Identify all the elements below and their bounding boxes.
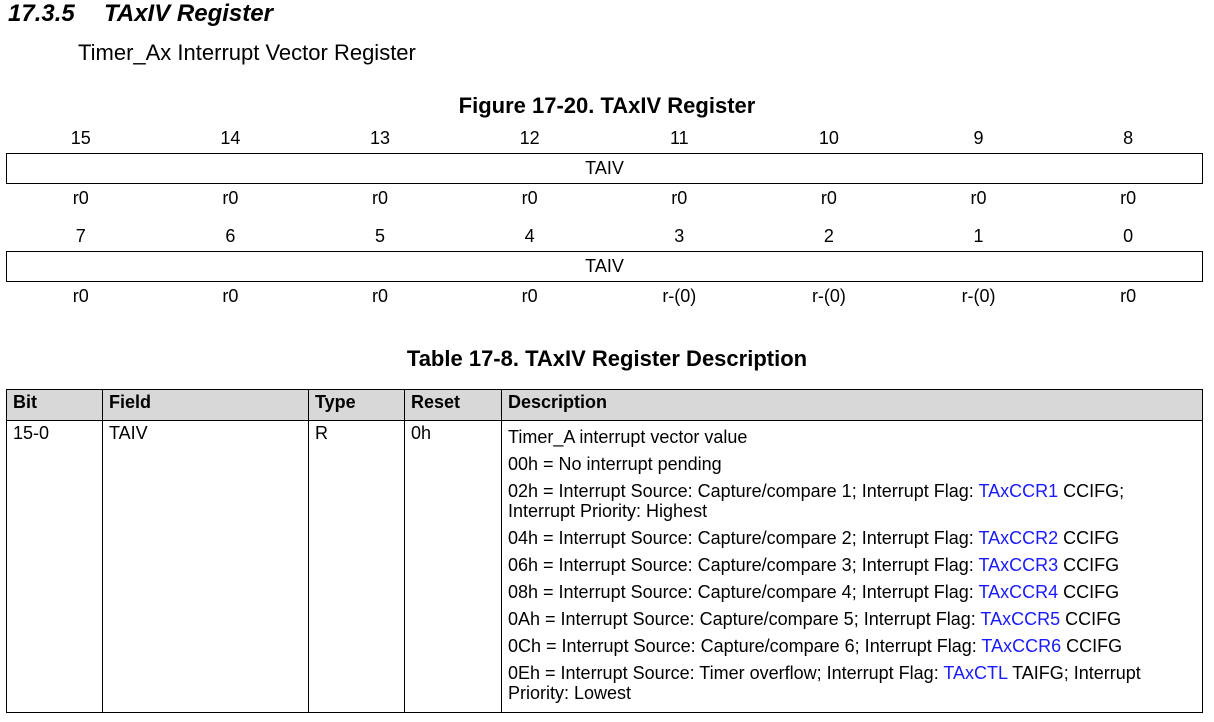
description-line (508, 427, 1196, 447)
description-line (508, 454, 1196, 474)
bit-number: 5 (375, 226, 386, 246)
bit-number: 0 (1123, 226, 1134, 246)
bit-access: r0 (72, 286, 89, 306)
description-text: CCIFG (1058, 528, 1120, 548)
cell-field: TAIV (103, 421, 309, 713)
description-line (508, 636, 1196, 656)
register-link-taxccr3[interactable]: TAxCCR3 (978, 555, 1059, 575)
description-text: CCIFG; Interrupt Priority: Highest (508, 481, 1125, 521)
bit-access: r0 (372, 188, 389, 208)
bit-access-low (6, 286, 1203, 307)
bit-number: 15 (70, 128, 91, 148)
bit-number: 6 (225, 226, 236, 246)
cell-description (502, 421, 1203, 713)
register-link-taxccr1[interactable]: TAxCCR1 (978, 481, 1059, 501)
table-row (7, 421, 1203, 713)
description-line (508, 609, 1196, 629)
bit-number: 4 (524, 226, 535, 246)
description-text: 0Ah = Interrupt Source: Capture/compare 5; Interrupt Flag: (508, 609, 981, 629)
cell-type: R (309, 421, 405, 713)
description-text: 0Eh = Interrupt Source: Timer overflow; Interrupt Flag: (508, 663, 944, 683)
register-description-table (6, 389, 1203, 713)
bit-number: 2 (823, 226, 834, 246)
bit-access: r0 (1120, 286, 1137, 306)
description-text: 04h = Interrupt Source: Capture/compare 2; Interrupt Flag: (508, 528, 979, 548)
bit-access: r0 (72, 188, 89, 208)
column-header-type: Type (309, 390, 405, 421)
register-field-low: TAIV (6, 251, 1203, 282)
bit-numbers-low (6, 226, 1203, 247)
description-text: CCIFG (1058, 555, 1120, 575)
description-text: Timer_A interrupt vector value (508, 427, 748, 447)
bit-number: 14 (220, 128, 241, 148)
bit-access: r0 (1120, 188, 1137, 208)
bit-number: 11 (669, 128, 689, 148)
section-number: 17.3.5 (8, 0, 75, 27)
description-line (508, 528, 1196, 548)
description-line (508, 663, 1196, 703)
bit-access: r-(0) (961, 286, 996, 306)
bit-number: 3 (674, 226, 685, 246)
bit-number: 10 (818, 128, 839, 148)
bit-number: 7 (75, 226, 86, 246)
bit-number: 8 (1123, 128, 1134, 148)
figure-title: Figure 17-20. TAxIV Register (458, 93, 756, 118)
table-header-row (7, 390, 1203, 421)
table-title: Table 17-8. TAxIV Register Description (406, 346, 808, 371)
bit-numbers-high (6, 128, 1203, 149)
register-link-taxccr6[interactable]: TAxCCR6 (981, 636, 1062, 656)
bit-access: r0 (970, 188, 987, 208)
description-text: CCIFG (1060, 609, 1122, 629)
bit-access: r-(0) (811, 286, 846, 306)
description-line (508, 481, 1196, 521)
bit-access: r0 (521, 188, 538, 208)
description-text: 06h = Interrupt Source: Capture/compare 3; Interrupt Flag: (508, 555, 979, 575)
column-header-bit: Bit (7, 390, 103, 421)
description-text: 00h = No interrupt pending (508, 454, 722, 474)
section-heading (8, 0, 273, 28)
bit-access: r0 (222, 188, 239, 208)
cell-reset: 0h (405, 421, 502, 713)
bit-access: r0 (521, 286, 538, 306)
bit-access: r0 (372, 286, 389, 306)
description-line (508, 582, 1196, 602)
bit-number: 9 (973, 128, 984, 148)
bit-number: 12 (519, 128, 540, 148)
description-text: CCIFG (1058, 582, 1120, 602)
column-header-description: Description (502, 390, 1203, 421)
column-header-field: Field (103, 390, 309, 421)
description-text: CCIFG (1061, 636, 1123, 656)
description-text: 02h = Interrupt Source: Capture/compare 1; Interrupt Flag: (508, 481, 979, 501)
section-title: TAxIV Register (104, 0, 273, 27)
bit-number: 1 (973, 226, 984, 246)
description-text: TAIFG; Interrupt Priority: Lowest (508, 663, 1141, 703)
description-text: 0Ch = Interrupt Source: Capture/compare 6; Interrupt Flag: (508, 636, 982, 656)
column-header-reset: Reset (405, 390, 502, 421)
register-field-high: TAIV (6, 153, 1203, 184)
bit-access-high (6, 188, 1203, 209)
register-link-taxccr4[interactable]: TAxCCR4 (978, 582, 1059, 602)
register-subtitle: Timer_Ax Interrupt Vector Register (78, 40, 416, 65)
bit-access: r-(0) (662, 286, 697, 306)
register-link-taxctl[interactable]: TAxCTL (943, 663, 1008, 683)
register-link-taxccr2[interactable]: TAxCCR2 (978, 528, 1059, 548)
description-text: 08h = Interrupt Source: Capture/compare 4; Interrupt Flag: (508, 582, 979, 602)
bit-number: 13 (370, 128, 391, 148)
bit-access: r0 (671, 188, 688, 208)
cell-bit: 15-0 (7, 421, 103, 713)
description-line (508, 555, 1196, 575)
register-link-taxccr5[interactable]: TAxCCR5 (980, 609, 1061, 629)
bit-access: r0 (820, 188, 837, 208)
bit-access: r0 (222, 286, 239, 306)
